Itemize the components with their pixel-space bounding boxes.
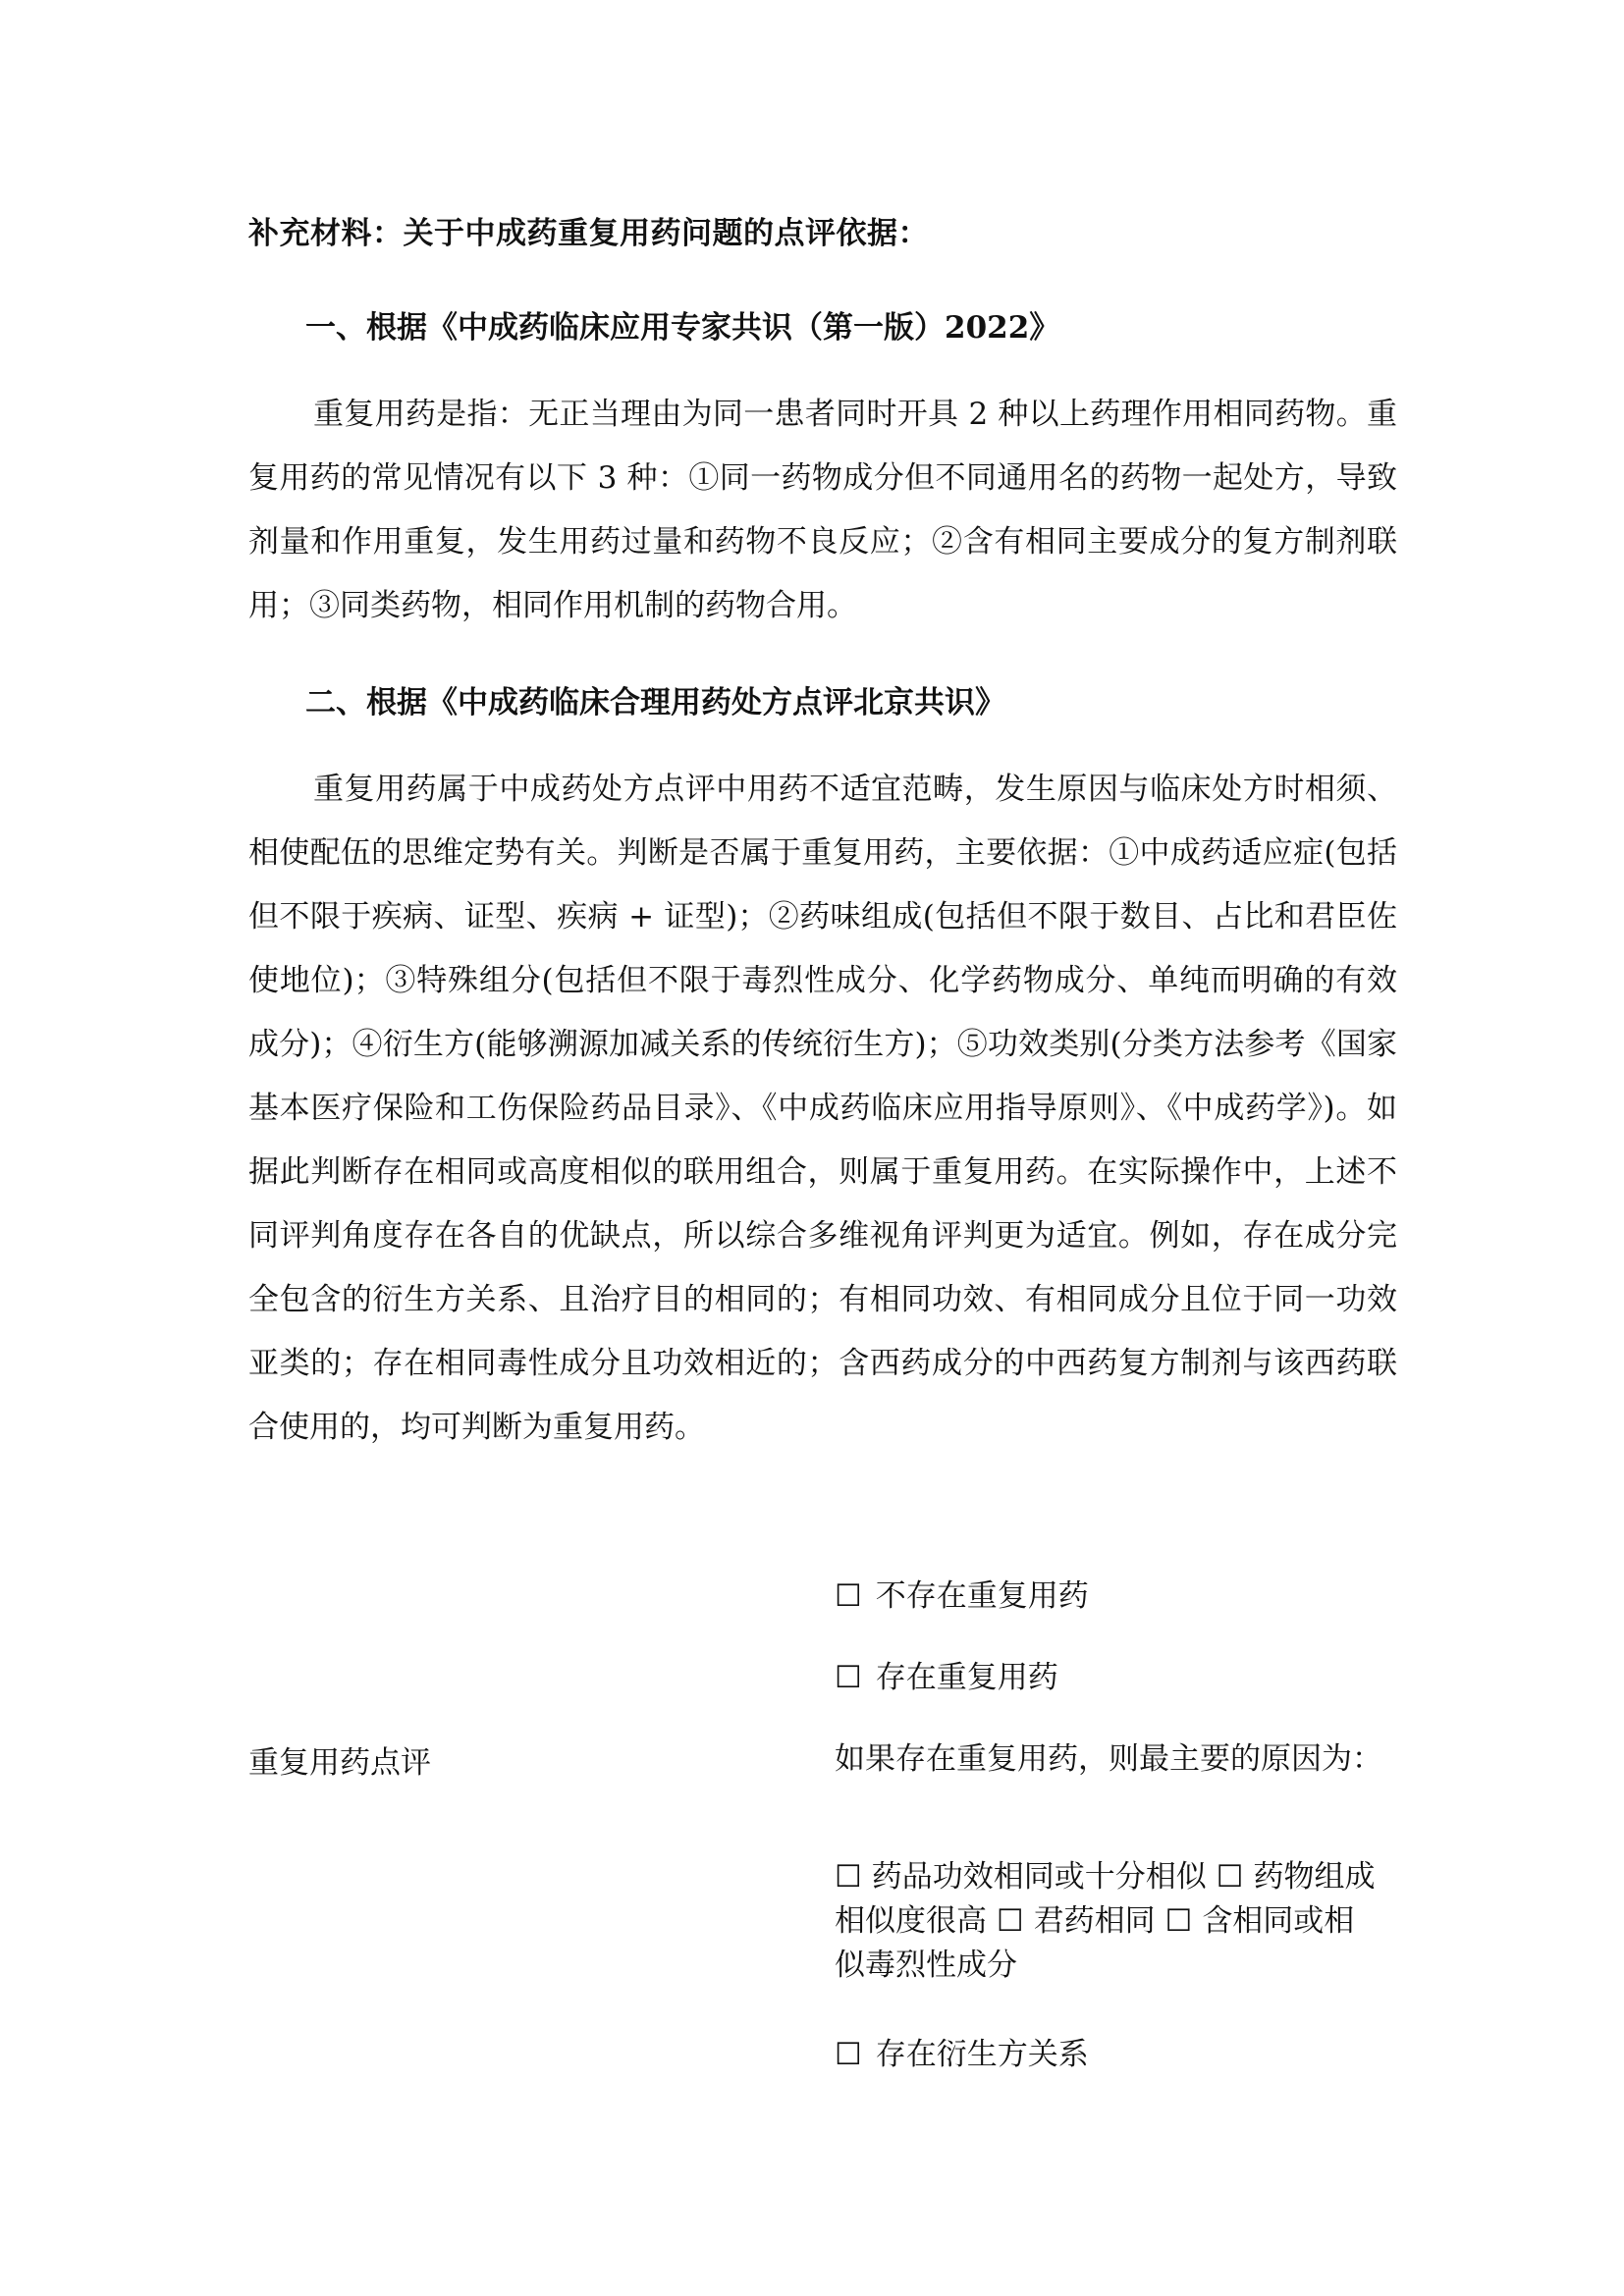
checkbox-icon[interactable]: ☐ (996, 1903, 1024, 1939)
section-1-body (248, 383, 1397, 638)
reason-label: 君药相同 (1033, 1903, 1156, 1939)
reason-options (835, 1855, 1384, 1988)
section-2-body (248, 758, 1397, 1460)
reason-option-same-efficacy[interactable] (835, 1859, 1207, 1895)
option-duplicate-exists[interactable] (835, 1652, 1058, 1696)
reason-prompt: 如果存在重复用药，则最主要的原因为： (835, 1741, 1382, 1777)
checkbox-icon[interactable]: ☐ (835, 1660, 862, 1695)
checkbox-icon[interactable]: ☐ (1164, 1903, 1193, 1939)
checkbox-icon[interactable]: ☐ (1216, 1859, 1244, 1895)
section-1-heading: 一、根据《中成药临床应用专家共识（第一版）2022》 (305, 310, 1060, 346)
option-derived-formula[interactable] (835, 2029, 1089, 2073)
review-label: 重复用药点评 (248, 1745, 431, 1781)
checkbox-icon[interactable]: ☐ (835, 1578, 862, 1614)
option-no-duplicate[interactable] (835, 1571, 1089, 1615)
section-2-heading: 二、根据《中成药临床合理用药处方点评北京共识》 (305, 685, 1005, 721)
checkbox-icon[interactable]: ☐ (835, 1859, 862, 1895)
document-title: 补充材料：关于中成药重复用药问题的点评依据： (248, 216, 929, 251)
option-no-duplicate-label: 不存在重复用药 (875, 1578, 1089, 1614)
reason-label: 药物组成相似度很高 (835, 1859, 1376, 1939)
section-1-paragraph: 重复用药是指：无正当理由为同一患者同时开具 2 种以上药理作用相同药物。重复用药的常见情况有以下 3 种：①同一药物成分但不同通用名的药物一起处方，导致剂量和作用重复，发生用药过量和药物不良反应；②含有相同主要成分的复方制剂联用；③同类药物，相同作用机制的药物合用。 (248, 397, 1397, 623)
checkbox-icon[interactable]: ☐ (835, 2037, 862, 2072)
reason-option-same-monarch-drug[interactable] (997, 1903, 1156, 1939)
option-derived-formula-label: 存在衍生方关系 (875, 2037, 1089, 2072)
reason-label: 含相同或相似毒烈性成分 (835, 1903, 1355, 1983)
reason-label: 药品功效相同或十分相似 (871, 1859, 1207, 1895)
section-2-paragraph: 重复用药属于中成药处方点评中用药不适宜范畴，发生原因与临床处方时相须、相使配伍的思维定势有关。判断是否属于重复用药，主要依据：①中成药适应症(包括但不限于疾病、证型、疾病 + 证型)；②药味组成(包括但不限于数目、占比和君臣佐使地位)；③特殊组分(包括但不限于毒烈性成分、化学药物成分、单纯而明确的有效成分)；④衍生方(能够溯源加减关系的传统衍生方)；⑤功效类别(分类方法参考《国家基本医疗保险和工伤保险药品目录》、《中成药临床应用指导原则》、《中成药学》)。如据此判断存在相同或高度相似的联用组合，则属于重复用药。在实际操作中，上述不同评判角度存在各自的优缺点，所以综合多维视角评判更为适宜。例如，存在成分完全包含的衍生方关系、且治疗目的相同的；有相同功效、有相同成分且位于同一功效亚类的；存在相同毒性成分且功效相近的；含西药成分的中西药复方制剂与该西药联合使用的，均可判断为重复用药。 (248, 772, 1397, 1445)
option-duplicate-exists-label: 存在重复用药 (875, 1660, 1058, 1695)
